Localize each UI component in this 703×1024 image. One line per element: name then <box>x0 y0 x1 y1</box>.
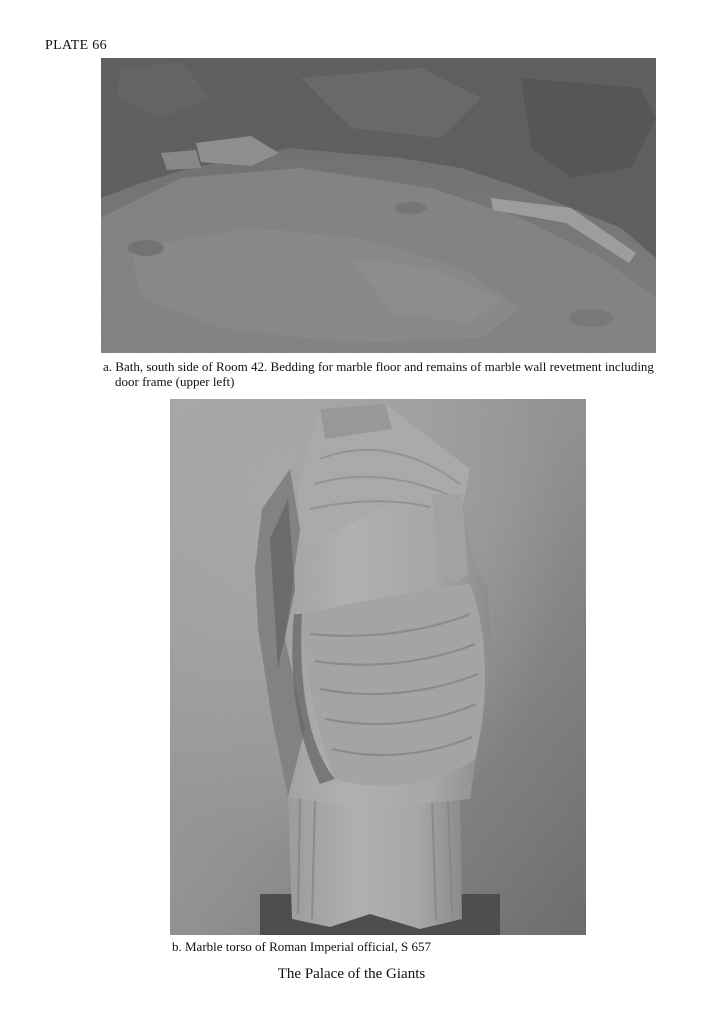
marble-torso-photo <box>170 399 586 935</box>
excavation-photo <box>101 58 656 353</box>
page-footer-title: The Palace of the Giants <box>277 966 426 982</box>
figure-a-caption <box>103 359 663 389</box>
excavation-photo-image <box>101 58 656 353</box>
figure-a-caption-line1: a. Bath, south side of Room 42. Bedding for marble floor and remains of marble wall revetment including <box>103 359 654 374</box>
marble-torso-photo-image <box>170 399 586 935</box>
figure-a-caption-line2: door frame (upper left) <box>115 374 235 389</box>
figure-b-caption: b. Marble torso of Roman Imperial official, S 657 <box>172 939 431 954</box>
plate-number: PLATE 66 <box>45 38 107 53</box>
